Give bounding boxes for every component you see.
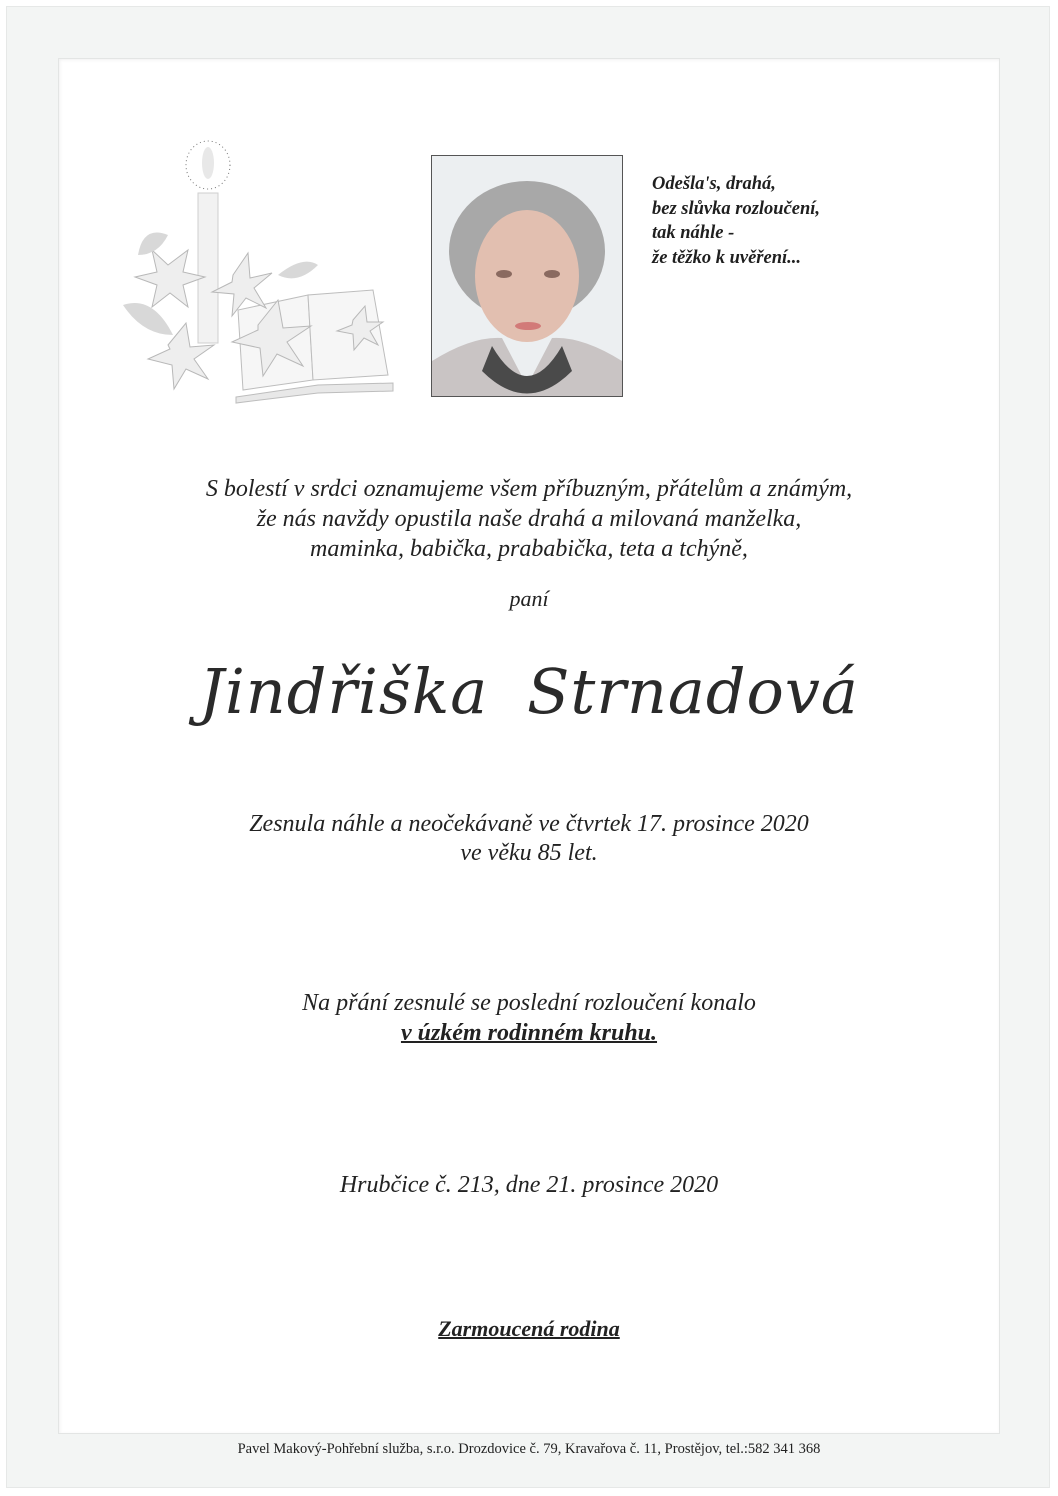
- announcement-text: [0, 474, 1058, 564]
- announcement-line: S bolestí v srdci oznamujeme všem příbuzným, přátelům a známým,: [205, 476, 853, 502]
- verse-line: Odešla's, drahá,: [652, 174, 776, 194]
- candle-icon: [198, 193, 218, 343]
- verse-line: bez slůvka rozloučení,: [652, 198, 821, 219]
- salutation: paní: [509, 586, 549, 611]
- place-date: Hrubčice č. 213, dne 21. prosince 2020: [339, 1172, 719, 1198]
- candle-flame-icon: [186, 141, 230, 189]
- farewell-line: Na přání zesnulé se poslední rozloučení konalo: [302, 990, 756, 1016]
- death-line: Zesnula náhle a neočekávaně ve čtvrtek 17. prosince 2020: [249, 811, 809, 837]
- announcement-line: že nás navždy opustila naše drahá a milovaná manželka,: [256, 506, 802, 532]
- candle-lily-book-illustration: [118, 135, 400, 407]
- verse: [652, 172, 820, 270]
- announcement-line: maminka, babička, prababička, teta a tchýně,: [310, 536, 748, 562]
- farewell-emphasis: v úzkém rodinném kruhu.: [400, 1020, 658, 1046]
- age-line: ve věku 85 let.: [460, 840, 598, 866]
- funeral-service-footer: Pavel Makový-Pohřební služba, s.r.o. Drozdovice č. 79, Kravařova č. 11, Prostějov, tel.:582 341 368: [237, 1441, 821, 1457]
- verse-line: že těžko k uvěření...: [652, 247, 802, 268]
- portrait-image: [432, 156, 622, 396]
- deceased-name: Jindřiška Strnadová: [199, 655, 859, 728]
- signature: Zarmoucená rodina: [438, 1316, 620, 1341]
- portrait-photo: [431, 155, 623, 397]
- verse-line: tak náhle -: [652, 223, 735, 243]
- farewell-notice: [0, 988, 1058, 1048]
- death-notice: [0, 810, 1058, 868]
